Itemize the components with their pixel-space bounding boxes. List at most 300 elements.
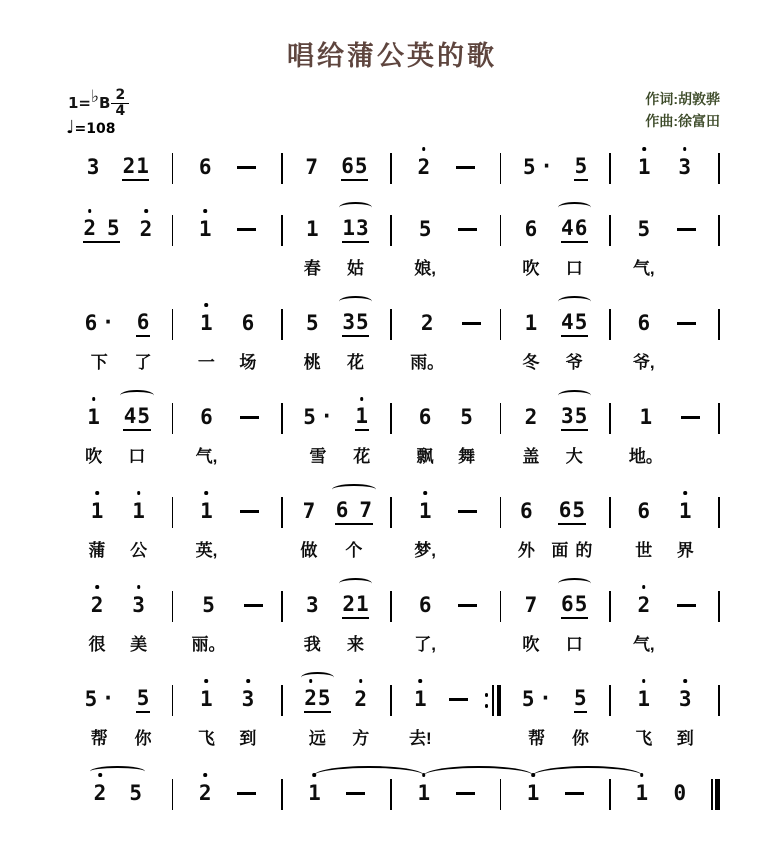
measure-notes <box>173 215 281 243</box>
duration-dash <box>681 416 700 419</box>
duration-dash <box>458 228 477 231</box>
measure-notes <box>64 215 172 243</box>
lyric-syllable: 盖 <box>522 447 540 466</box>
lyric-syllable: 梦, <box>414 541 437 560</box>
note-digit: 1 <box>418 497 432 525</box>
lyric-row <box>352 724 369 748</box>
digits <box>678 497 692 525</box>
lyric-row <box>522 630 539 654</box>
measure <box>173 497 282 560</box>
beamed-digits <box>304 685 331 713</box>
note-digit: 6 <box>520 499 533 523</box>
lyric-row <box>239 348 256 372</box>
note-group <box>304 309 321 372</box>
octave-dot <box>205 303 209 307</box>
note-group <box>341 153 368 181</box>
lyric-row <box>347 630 364 654</box>
note-digit: 5 <box>136 686 150 710</box>
lyric-syllable: 来 <box>347 635 365 654</box>
duration-dash <box>565 792 584 795</box>
note-digit: 3 <box>678 685 692 713</box>
measure-notes <box>611 685 719 748</box>
barline <box>718 153 720 184</box>
measure-notes <box>173 309 281 372</box>
lyric-syllable: 世 <box>635 541 653 560</box>
lyric-syllable: 你 <box>134 729 152 748</box>
note-group <box>85 403 102 466</box>
note-digit: 5 <box>574 310 588 334</box>
note-group <box>574 153 588 181</box>
beamed-digits <box>342 215 369 243</box>
slur-arc <box>558 578 591 589</box>
note-group <box>342 215 369 278</box>
measure <box>611 215 720 278</box>
final-barline <box>711 779 720 810</box>
digits <box>305 215 319 243</box>
note-digit: 3 <box>342 310 356 334</box>
time-signature <box>111 88 129 118</box>
lyric-syllable: 面 <box>551 541 569 560</box>
beamed-digits <box>136 309 150 337</box>
note-group <box>635 497 652 560</box>
measure <box>64 685 173 748</box>
note-digit: 7 <box>524 593 538 617</box>
digits <box>673 779 687 807</box>
measure-notes <box>283 403 391 466</box>
measure-notes <box>501 215 609 278</box>
measure-notes <box>611 309 719 372</box>
measure-notes <box>611 403 719 466</box>
note-group <box>458 403 475 466</box>
measure <box>173 591 282 654</box>
duration-dash <box>449 698 468 701</box>
note-group <box>522 215 539 278</box>
digits <box>90 591 104 619</box>
note-group <box>198 215 212 243</box>
note-group <box>342 591 369 654</box>
digits <box>639 403 653 431</box>
duration-dash <box>677 322 696 325</box>
note-digit: 6 <box>136 310 150 334</box>
measure <box>392 309 501 372</box>
dash-note <box>677 309 696 325</box>
thin-barline <box>492 685 494 716</box>
lyric-syllable: 花 <box>353 447 371 466</box>
note-group <box>198 153 212 181</box>
note-group <box>521 685 551 748</box>
digits <box>198 215 212 243</box>
music-line <box>64 591 720 654</box>
lyric-row <box>633 630 655 654</box>
note-digit: 5 <box>137 404 151 428</box>
note-digit: 1 <box>637 685 651 713</box>
duration-dash <box>237 228 256 231</box>
lyric-syllable: 冬 <box>522 353 540 372</box>
measure-notes <box>64 779 172 807</box>
measure-notes <box>173 591 281 654</box>
lyric-row <box>566 630 583 654</box>
note-group <box>192 591 226 654</box>
lyric-syllable: 场 <box>239 353 257 372</box>
measure-notes <box>392 591 500 654</box>
measure <box>392 591 501 654</box>
octave-dot <box>92 397 96 401</box>
composer-credit: 作曲:徐富田 <box>645 112 720 129</box>
lyric-row <box>414 254 436 278</box>
note-digit: 2 <box>420 311 434 335</box>
quarter-note-icon: ♩ <box>66 117 75 138</box>
digits <box>202 591 216 619</box>
digits <box>198 153 212 181</box>
note-digit: 2 <box>304 685 318 711</box>
octave-dot <box>359 679 363 683</box>
note-group <box>353 403 370 466</box>
measure-notes <box>501 497 609 560</box>
note-digit: 5 <box>418 217 432 241</box>
note-group <box>86 153 100 181</box>
lyric-row <box>414 630 436 654</box>
measure-notes <box>64 685 172 748</box>
note-group <box>561 403 588 466</box>
beamed-digits <box>122 153 149 181</box>
lyric-row <box>91 348 108 372</box>
beamed-digits <box>342 591 369 619</box>
note-digit: 1 <box>414 685 428 713</box>
beamed-digits <box>341 153 368 181</box>
note-group <box>523 153 553 181</box>
lyric-syllable: 美 <box>130 635 148 654</box>
slur-arc <box>120 390 153 401</box>
slur-arc <box>558 390 591 401</box>
lyric-syllable: 英, <box>195 541 218 560</box>
duration-dash <box>458 510 477 513</box>
digits <box>637 309 651 337</box>
digits <box>84 309 114 337</box>
lyric-syllable: 到 <box>676 729 694 748</box>
measure-notes <box>173 685 281 748</box>
note-group <box>561 215 588 278</box>
octave-dot <box>683 679 687 683</box>
note-group <box>135 309 152 372</box>
measure <box>392 403 501 466</box>
lyric-row <box>130 536 147 560</box>
song-title: 唱给蒲公英的歌 <box>287 41 497 71</box>
note-group <box>198 685 215 748</box>
lyric-syllable: 丽。 <box>191 635 226 654</box>
note-group <box>410 309 444 372</box>
augmentation-dot: · <box>320 404 334 428</box>
digits <box>200 497 214 525</box>
digits <box>524 403 538 431</box>
key-prefix: 1= <box>68 94 92 112</box>
note-digit: 6 <box>558 498 572 522</box>
tie-arc <box>314 766 423 785</box>
lyric-row <box>635 724 652 748</box>
measure <box>611 591 720 654</box>
augmentation-dot: · <box>539 686 552 710</box>
note-digit: 2 <box>417 153 431 181</box>
note-digit: 2 <box>122 154 136 178</box>
note-digit: 5 <box>574 592 588 616</box>
note-group <box>629 403 663 466</box>
note-digit: 3 <box>678 153 692 181</box>
measure <box>611 309 720 372</box>
note-digit: 6 <box>198 155 212 179</box>
note-digit: 2 <box>198 779 212 807</box>
duration-dash <box>456 792 475 795</box>
octave-dot <box>642 147 646 151</box>
note-digit: 1 <box>132 497 146 525</box>
lyric-syllable: 的 <box>575 541 593 560</box>
measure <box>64 153 173 184</box>
note-group <box>303 403 333 466</box>
note-digit: 6 <box>241 311 255 335</box>
music-line <box>64 497 720 560</box>
note-group <box>522 309 539 372</box>
note-group <box>304 215 321 278</box>
lyric-syllable: 去! <box>409 729 432 748</box>
barline <box>718 591 720 622</box>
octave-dot <box>95 585 99 589</box>
measure <box>173 215 282 278</box>
lyric-row <box>347 348 364 372</box>
dash-note <box>456 153 475 169</box>
note-digit: 1 <box>308 779 322 807</box>
measure-notes <box>392 309 500 372</box>
digits <box>93 779 142 807</box>
note-group <box>123 403 150 466</box>
dash-note <box>240 497 259 513</box>
octave-dot <box>419 679 423 683</box>
lyric-row <box>566 254 583 278</box>
note-digit: 2 <box>83 215 97 241</box>
slur-arc <box>332 484 375 495</box>
note-digit: 4 <box>561 216 574 240</box>
note-group <box>414 591 436 654</box>
digits <box>418 497 432 525</box>
lyric-row <box>196 536 218 560</box>
slur-arc <box>339 296 372 307</box>
digits <box>418 215 432 243</box>
digits <box>637 685 651 713</box>
note-group <box>518 497 535 560</box>
repeat-dot <box>485 693 489 697</box>
lyric-syllable: 个 <box>345 541 363 560</box>
duration-dash <box>677 228 696 231</box>
digits <box>420 309 434 337</box>
digits <box>637 215 651 243</box>
note-digit: 2 <box>524 405 538 429</box>
duration-dash <box>458 604 477 607</box>
dash-note <box>237 779 256 795</box>
lyric-syllable: 外 <box>517 541 535 560</box>
note-digit: 3 <box>132 591 146 619</box>
lyric-syllable: 吹 <box>522 259 540 278</box>
measure <box>283 153 392 184</box>
beamed-digits <box>83 215 120 243</box>
measure <box>501 685 610 748</box>
measure-notes <box>611 153 719 181</box>
beamed-digits <box>123 403 150 431</box>
measure <box>283 591 392 654</box>
measure-notes <box>283 591 391 654</box>
note-digit: 1 <box>678 497 692 525</box>
note-group <box>414 497 436 560</box>
note-group <box>522 591 539 654</box>
measure <box>173 685 282 748</box>
note-digit: 1 <box>526 779 540 807</box>
dash-note <box>677 215 696 231</box>
note-digit: 7 <box>359 498 372 522</box>
lyric-syllable: 远 <box>308 729 326 748</box>
digits <box>305 309 319 337</box>
lyric-row <box>417 442 434 466</box>
octave-dot <box>360 397 364 401</box>
digits <box>86 153 100 181</box>
measure <box>392 497 501 560</box>
note-group <box>139 215 153 243</box>
digits <box>302 497 316 525</box>
barline <box>718 215 720 246</box>
duration-dash <box>237 166 256 169</box>
lyric-syllable: 了, <box>414 635 437 654</box>
lyric-syllable: 气, <box>632 259 655 278</box>
measure-notes <box>64 497 172 560</box>
note-digit: 1 <box>417 779 431 807</box>
augmentation-dot: · <box>101 310 115 334</box>
lyric-row <box>91 724 108 748</box>
lyric-row <box>130 630 147 654</box>
note-digit: 5 <box>574 404 588 428</box>
measure <box>173 309 282 372</box>
lyric-row <box>633 348 655 372</box>
octave-dot <box>95 491 99 495</box>
duration-dash <box>237 792 256 795</box>
octave-dot <box>683 147 687 151</box>
duration-dash <box>346 792 365 795</box>
note-group <box>198 779 212 807</box>
digits <box>637 153 651 181</box>
note-digit: 5 <box>637 217 651 241</box>
lyric-row <box>522 442 539 466</box>
note-digit: 4 <box>561 310 574 334</box>
measure <box>611 403 720 466</box>
measure-notes <box>501 685 609 748</box>
note-group <box>93 779 142 807</box>
music-line <box>64 403 720 466</box>
beamed-digits <box>335 497 372 525</box>
note-group <box>637 153 651 181</box>
lyric-row <box>629 442 663 466</box>
duration-dash <box>456 166 475 169</box>
digits <box>418 591 432 619</box>
measure-notes <box>392 215 500 278</box>
digits <box>460 403 474 431</box>
measure-notes <box>611 497 719 560</box>
note-group <box>561 591 588 654</box>
note-group <box>409 685 432 748</box>
lyric-syllable: 下 <box>90 353 108 372</box>
lyric-syllable: 春 <box>303 259 321 278</box>
note-digit: 1 <box>635 779 649 807</box>
slur-arc <box>339 578 372 589</box>
digits <box>678 153 692 181</box>
measure <box>501 403 610 466</box>
measure <box>392 153 501 184</box>
note-group <box>135 685 152 748</box>
measure <box>173 153 282 184</box>
tempo-marking <box>66 117 115 138</box>
repeat-barline <box>485 685 501 716</box>
lyricist-credit: 作词:胡敦骅 <box>645 91 720 107</box>
lyric-syllable: 飞 <box>635 729 653 748</box>
lyric-row <box>304 348 321 372</box>
beamed-digits <box>558 497 585 525</box>
note-digit: 1 <box>200 497 214 525</box>
note-group <box>414 215 436 278</box>
note-group <box>84 685 114 748</box>
note-digit: 5 <box>574 154 588 178</box>
note-group <box>122 153 149 181</box>
measure-notes <box>173 497 281 560</box>
lyric-syllable: 界 <box>676 541 694 560</box>
note-group <box>678 153 692 181</box>
music-line <box>64 215 720 278</box>
note-digit: 5 <box>317 686 331 710</box>
measure <box>283 403 392 466</box>
note-digit: 2 <box>90 591 104 619</box>
digits <box>139 215 153 243</box>
music-line <box>64 309 720 372</box>
measure <box>611 497 720 560</box>
note-group <box>196 497 218 560</box>
music-line <box>64 779 720 810</box>
digits <box>200 309 214 337</box>
dash-note <box>681 403 700 419</box>
digits <box>303 403 333 431</box>
lyric-row <box>414 536 436 560</box>
note-group <box>239 685 256 748</box>
lyric-syllable: 口 <box>565 635 583 654</box>
measure-notes <box>501 591 609 654</box>
note-digit: 5 <box>107 216 120 240</box>
tie-arc <box>533 766 642 785</box>
note-group <box>89 591 106 654</box>
dash-note <box>458 215 477 231</box>
note-group <box>677 497 694 560</box>
note-group <box>196 403 218 466</box>
lyric-syllable: 飞 <box>197 729 215 748</box>
lyric-row <box>522 254 539 278</box>
lyric-row <box>345 536 362 560</box>
note-digit: 3 <box>561 404 574 428</box>
barline <box>718 403 720 434</box>
time-numerator: 2 <box>111 88 129 104</box>
note-digit: 6 <box>341 154 354 178</box>
digits <box>524 591 538 619</box>
note-group <box>635 685 652 748</box>
digits <box>200 685 214 713</box>
lyric-syllable: 大 <box>565 447 583 466</box>
key-letter: B <box>99 94 111 112</box>
lyric-row <box>347 254 364 278</box>
digits <box>637 591 651 619</box>
lyric-row <box>410 348 444 372</box>
slur-arc <box>90 766 145 777</box>
lyric-syllable: 桃 <box>303 353 321 372</box>
dash-note <box>677 591 696 607</box>
note-digit: 2 <box>354 685 368 713</box>
